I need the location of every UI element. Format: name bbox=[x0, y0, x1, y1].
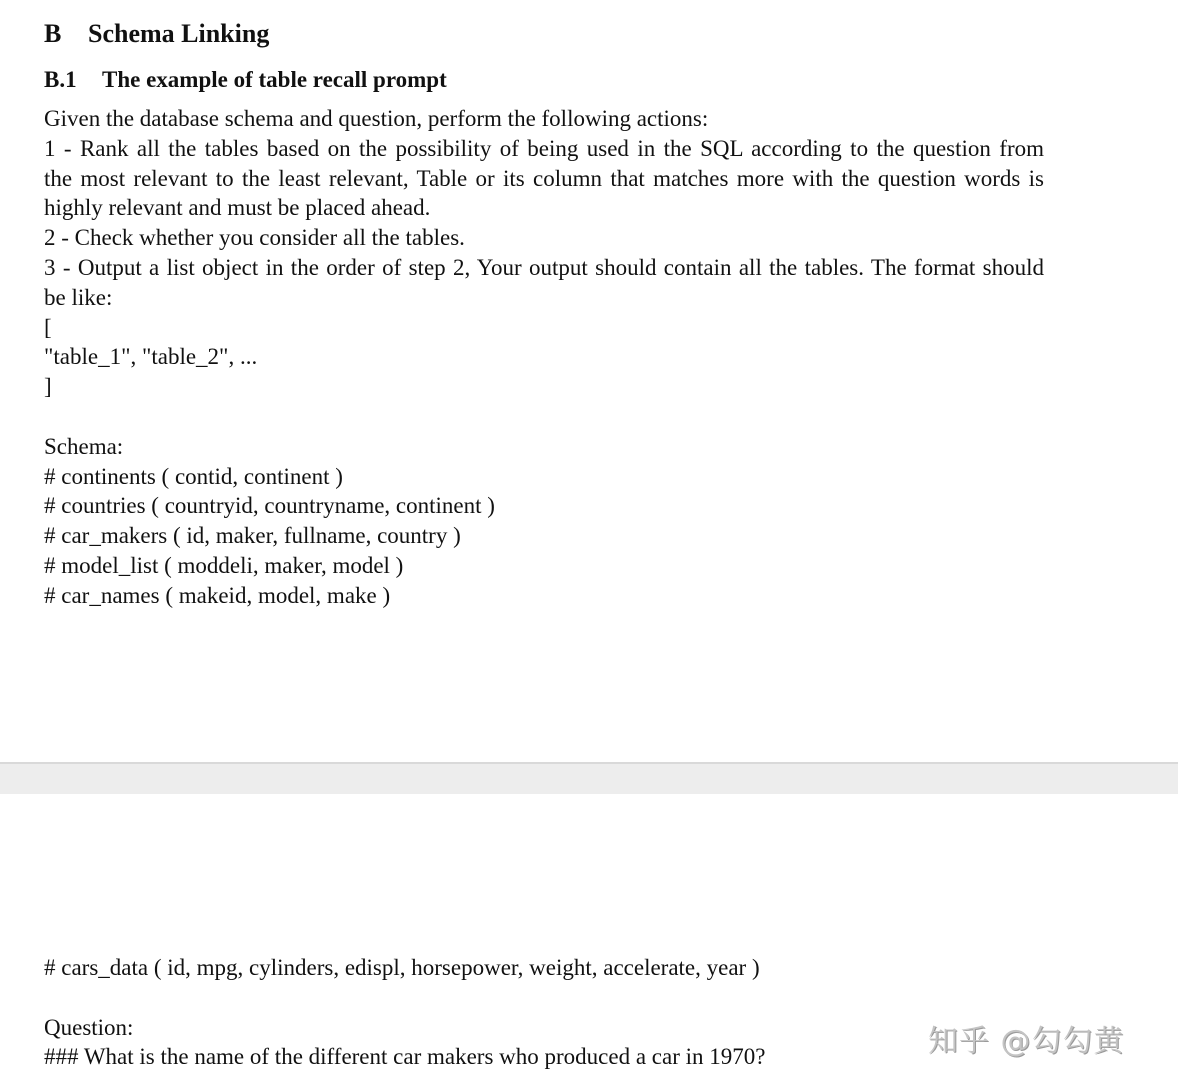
schema-line: # car_names ( makeid, model, make ) bbox=[44, 582, 391, 608]
format-items: "table_1", "table_2", ... bbox=[44, 344, 258, 370]
subsection-title: The example of table recall prompt bbox=[102, 67, 447, 92]
step-3-line-2: be like: bbox=[44, 284, 113, 310]
question-label: Question: bbox=[44, 1014, 134, 1040]
schema-line: # continents ( contid, continent ) bbox=[44, 463, 343, 489]
step-3-line-1: 3 - Output a list object in the order of step 2, Your output should contain all the tables. The format should bbox=[44, 254, 1044, 280]
format-open-bracket: [ bbox=[44, 314, 52, 340]
schema-label: Schema: bbox=[44, 433, 124, 459]
step-1-line-1: 1 - Rank all the tables based on the possibility of being used in the SQL according to the question from bbox=[44, 135, 1044, 161]
prompt-intro: Given the database schema and question, perform the following actions: bbox=[44, 106, 709, 131]
step-1-line-3: highly relevant and must be placed ahead. bbox=[44, 195, 431, 221]
subsection-heading bbox=[44, 65, 447, 95]
schema-line: # cars_data ( id, mpg, cylinders, edispl, horsepower, weight, accelerate, year ) bbox=[44, 955, 760, 980]
section-heading bbox=[44, 17, 269, 51]
section-number: B bbox=[44, 19, 62, 48]
section-title: Schema Linking bbox=[88, 19, 270, 48]
schema-line: # countries ( countryid, countryname, continent ) bbox=[44, 493, 495, 519]
step-2: 2 - Check whether you consider all the tables. bbox=[44, 225, 465, 251]
page-separator bbox=[0, 762, 1178, 794]
question-text: ### What is the name of the different car makers who produced a car in 1970? bbox=[44, 1044, 766, 1070]
watermark: 知乎 @勾勾黄 bbox=[928, 1024, 1125, 1059]
format-close-bracket: ] bbox=[44, 374, 52, 400]
blank-line bbox=[44, 402, 1044, 432]
subsection-number: B.1 bbox=[44, 67, 77, 92]
blank-line bbox=[44, 983, 1044, 1013]
prompt-text bbox=[44, 104, 1044, 611]
schema-line: # car_makers ( id, maker, fullname, country ) bbox=[44, 523, 461, 549]
prompt-text-continued bbox=[44, 953, 1044, 1072]
schema-line: # model_list ( moddeli, maker, model ) bbox=[44, 552, 404, 578]
step-1-line-2: the most relevant to the least relevant, Table or its column that matches more with the question words is bbox=[44, 165, 1044, 191]
